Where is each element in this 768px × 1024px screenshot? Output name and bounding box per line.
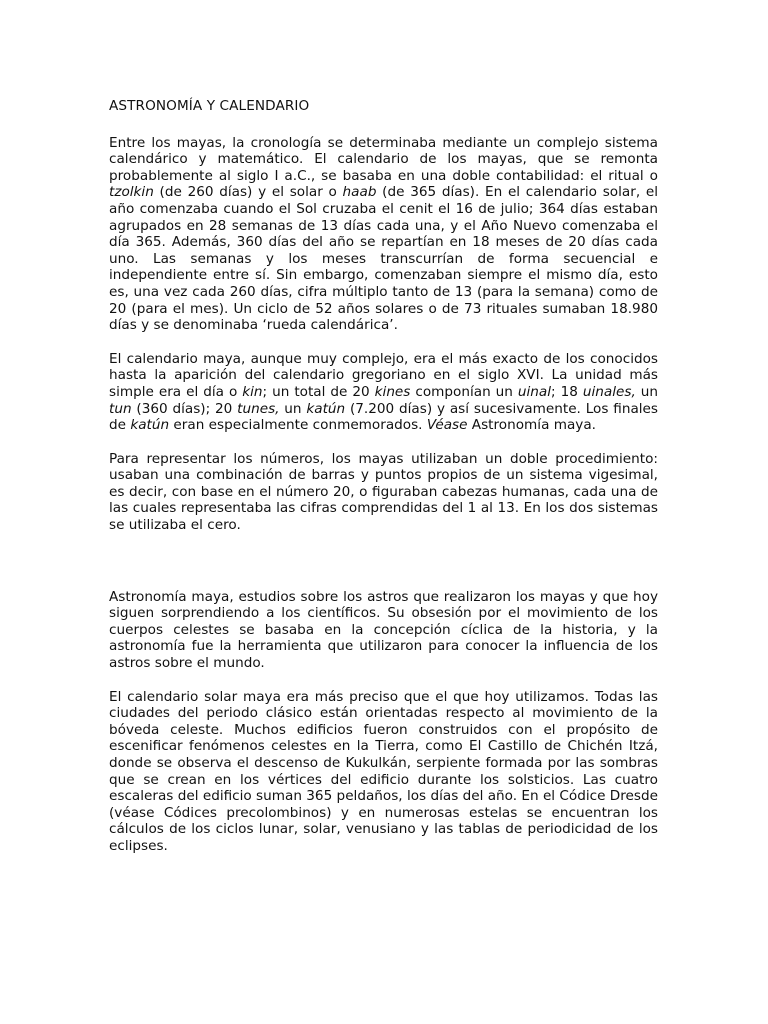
text-run: eran especialmente conmemorados.: [169, 417, 427, 434]
italic-term: tun: [109, 400, 132, 417]
italic-term: uinales,: [582, 383, 636, 400]
italic-term: kines: [374, 383, 411, 400]
text-run: El calendario solar maya era más preciso que el que hoy utilizamos. Todas las ciudades del periodo clásico están orientadas respecto al movimiento de la bóveda celeste. Muchos edificios fueron construidos con el propósito de escenificar fenómenos celestes en la Tierra, como El Castillo de Chichén Itzá, donde se observa el descenso de Kukulkán, serpiente formada por las sombras que se crean en los vértices del edificio durante los solsticios. Las cuatro escaleras del edificio suman 365 peldaños, los días del año. En el Códice Dresde (véase Códices precolombinos) y en numerosas estelas se encuentran los cálculos de los ciclos lunar, solar, venusiano y las tablas de periodicidad de los eclipses.: [109, 688, 658, 854]
italic-term: tzolkin: [109, 184, 154, 201]
paragraph: [109, 451, 658, 534]
italic-term: katún: [306, 400, 346, 417]
italic-term: Véase: [426, 417, 468, 434]
paragraph: [109, 351, 658, 434]
text-run: El calendario maya, aunque muy complejo, era el más exacto de los conocidos hasta la aparición del calendario gregoriano en el siglo XVI. La unidad más simple era el día o: [109, 350, 658, 400]
italic-term: kin: [242, 383, 263, 400]
paragraph: [109, 589, 658, 672]
italic-term: tunes,: [237, 400, 280, 417]
text-run: (7.200 días) y así sucesivamente. Los finales de: [109, 400, 658, 434]
italic-term: uinal: [517, 383, 552, 400]
paragraph: [109, 689, 658, 855]
text-run: ; 18: [551, 383, 583, 400]
text-run: Astronomía maya, estudios sobre los astros que realizaron los mayas y que hoy siguen sorprendiendo a los científicos. Su obsesión por el movimiento de los cuerpos celestes se basaba en la concepción cíclica de la historia, y la astronomía fue la herramienta que utilizaron para conocer la influencia de los astros sobre el mundo.: [109, 588, 658, 672]
section-gap: [109, 551, 658, 589]
paragraph: [109, 135, 658, 334]
text-run: un: [635, 383, 658, 400]
italic-term: katún: [130, 417, 170, 434]
text-run: ; un total de 20: [262, 383, 375, 400]
section-calendario: [109, 135, 658, 534]
text-run: (de 260 días) y el solar o: [153, 184, 343, 201]
text-run: (de 365 días). En el calendario solar, el año comenzaba cuando el Sol cruzaba el cenit el 16 de julio; 364 días estaban agrupados en 28 semanas de 13 días cada una, y el Año Nuevo comenzaba el día 365. Además, 360 días del año se repartían en 18 meses de 20 días cada uno. Las semanas y los meses transcurrían de forma secuencial e independiente entre sí. Sin embargo, comenzaban siempre el mismo día, esto es, una vez cada 260 días, cifra múltiplo tanto de 13 (para la semana) como de 20 (para el mes). Un ciclo de 52 años solares o de 73 rituales sumaban 18.980 días y se denominaba ‘rueda calendárica’.: [109, 184, 658, 334]
text-run: un: [279, 400, 307, 417]
text-run: Astronomía maya.: [467, 417, 596, 434]
document-title: ASTRONOMÍA Y CALENDARIO: [109, 98, 310, 114]
text-run: Para representar los números, los mayas utilizaban un doble procedimiento: usaban una combinación de barras y puntos propios de un sistema vigesimal, es decir, con base en el número 20, o figuraban cabezas humanas, cada una de las cuales representaba las cifras comprendidas del 1 al 13. En los dos sistemas se utilizaba el cero.: [109, 450, 658, 534]
text-run: componían un: [410, 383, 518, 400]
document-page: [109, 98, 658, 872]
section-astronomia-maya: [109, 589, 658, 855]
italic-term: haab: [342, 184, 377, 201]
text-run: Entre los mayas, la cronología se determinaba mediante un complejo sistema calendárico y matemático. El calendario de los mayas, que se remonta probablemente al siglo I a.C., se basaba en una doble contabilidad: el ritual o: [109, 134, 658, 184]
text-run: (360 días); 20: [131, 400, 238, 417]
